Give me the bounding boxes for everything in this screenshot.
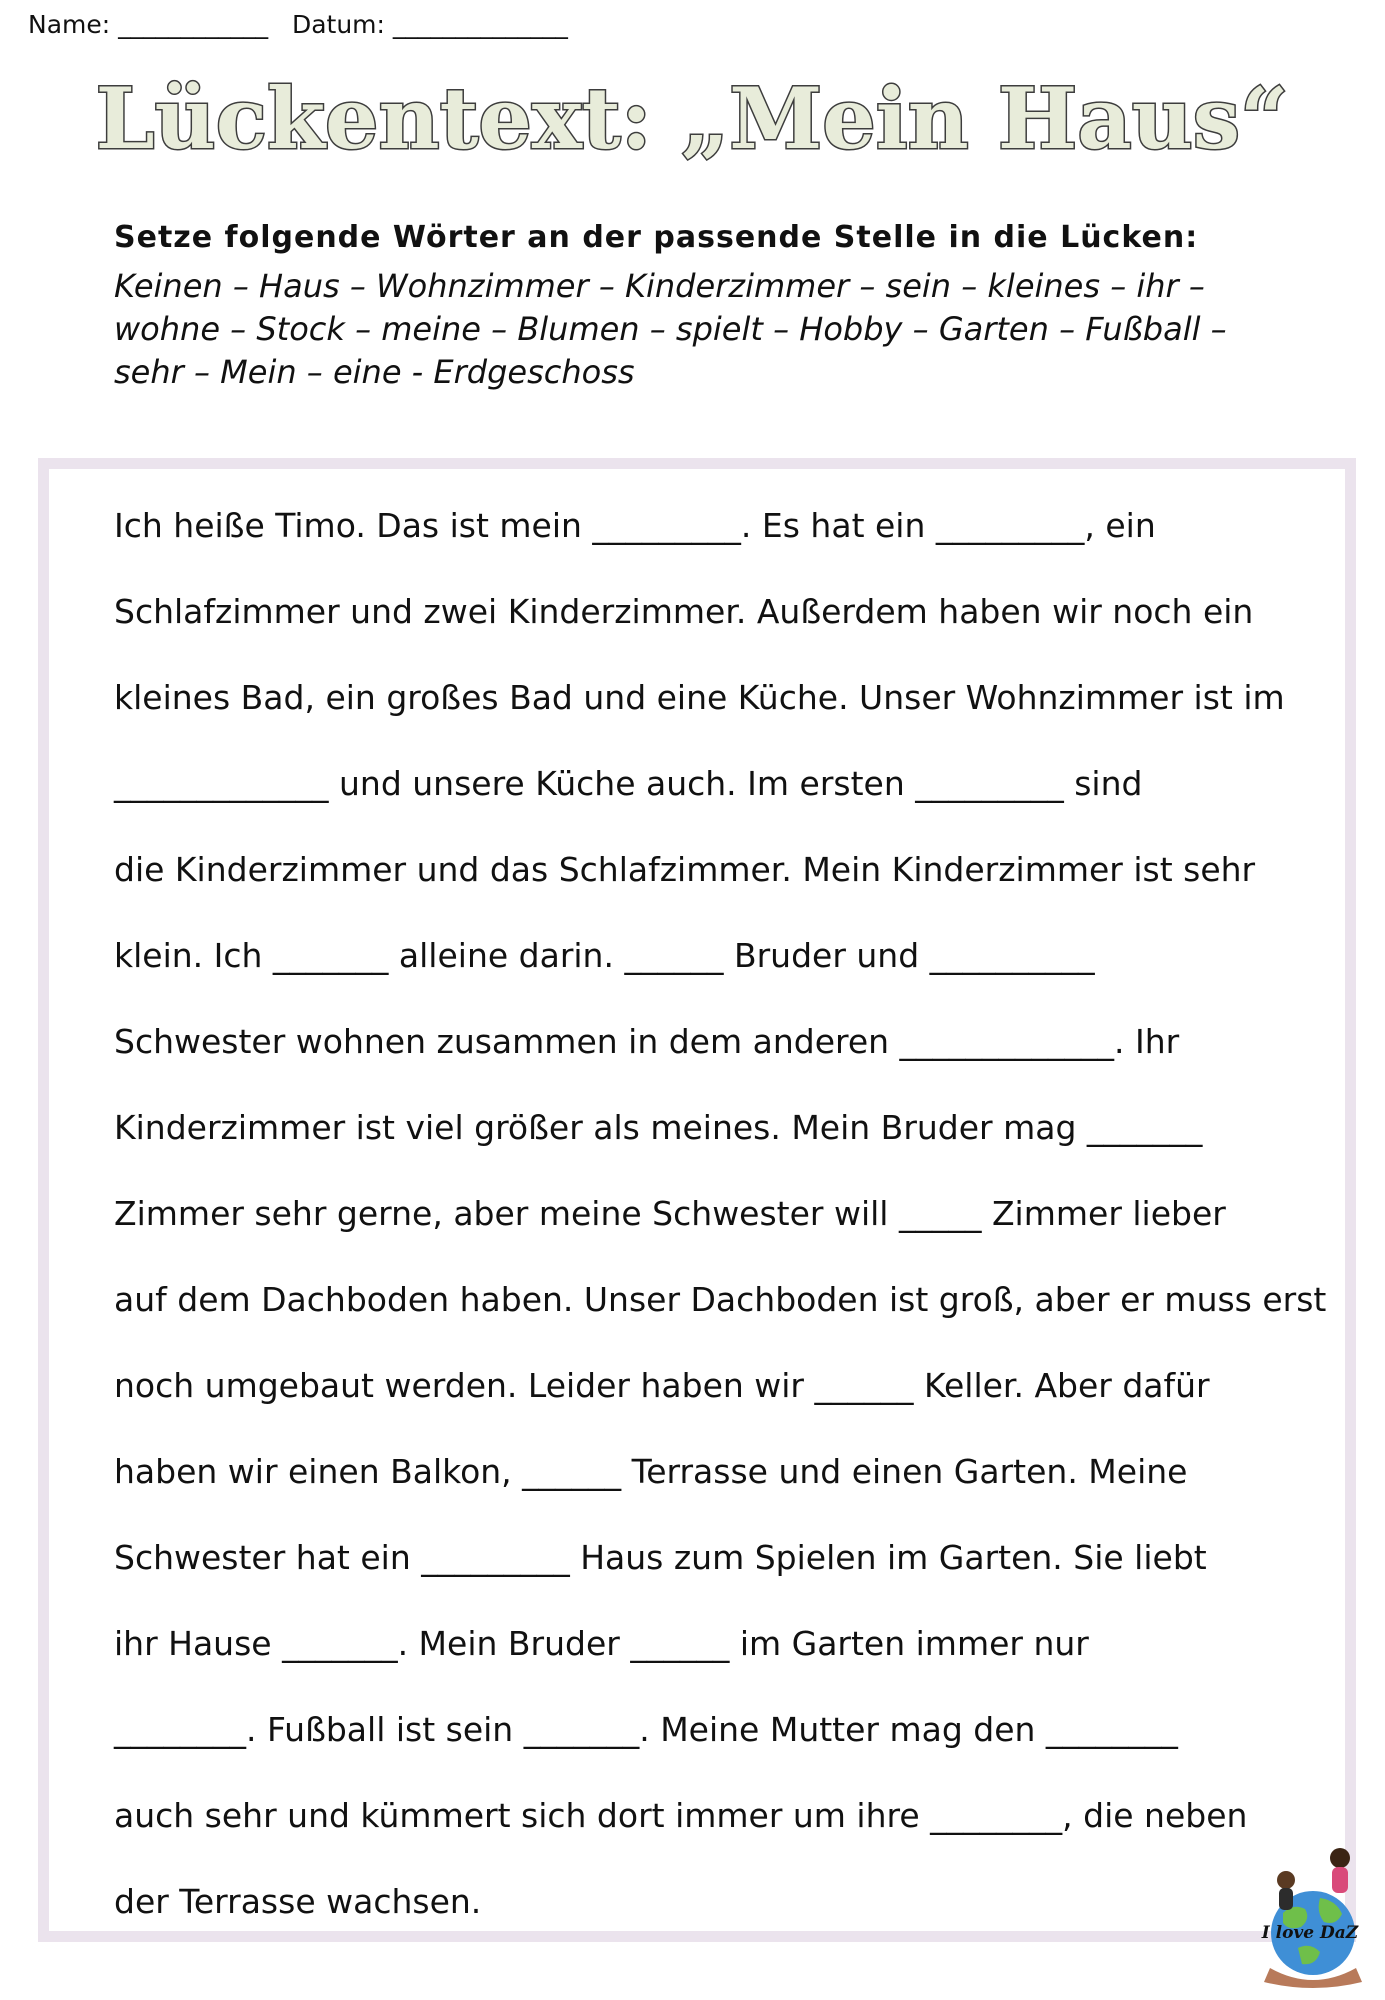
logo-text: I love DaZ bbox=[1261, 1923, 1359, 1943]
gap-text-line: Ich heiße Timo. Das ist mein _________. Es hat ein _________, ein bbox=[114, 506, 1156, 545]
gap-text-line: der Terrasse wachsen. bbox=[114, 1882, 482, 1921]
gap-text-line: Schwester wohnen zusammen in dem anderen _____________. Ihr bbox=[114, 1022, 1180, 1061]
name-field-label: Name: ____________ bbox=[28, 10, 269, 39]
gap-text bbox=[114, 498, 1327, 1960]
date-field-label: Datum: ______________ bbox=[291, 10, 568, 39]
gap-text-line: kleines Bad, ein großes Bad und eine Küche. Unser Wohnzimmer ist im bbox=[114, 678, 1285, 717]
gap-text-line: _____________ und unsere Küche auch. Im ersten _________ sind bbox=[114, 764, 1143, 803]
instructions-block bbox=[114, 220, 1274, 394]
gap-text-line: auf dem Dachboden haben. Unser Dachboden ist groß, aber er muss erst bbox=[114, 1280, 1327, 1319]
gap-text-line: Kinderzimmer ist viel größer als meines. Mein Bruder mag _______ bbox=[114, 1108, 1203, 1147]
word-bank-line: wohne – Stock – meine – Blumen – spielt – Hobby – Garten – Fußball – bbox=[114, 310, 1227, 348]
gap-text-line: ________. Fußball ist sein _______. Meine Mutter mag den ________ bbox=[114, 1710, 1178, 1749]
gap-text-line: klein. Ich _______ alleine darin. ______ Bruder und __________ bbox=[114, 936, 1095, 975]
gap-text-line: Schlafzimmer und zwei Kinderzimmer. Außerdem haben wir noch ein bbox=[114, 592, 1254, 631]
gap-text-line: noch umgebaut werden. Leider haben wir ______ Keller. Aber dafür bbox=[114, 1366, 1210, 1405]
worksheet-title bbox=[0, 60, 1385, 170]
gap-text-line: haben wir einen Balkon, ______ Terrasse und einen Garten. Meine bbox=[114, 1452, 1188, 1491]
title-text: Lückentext: „Mein Haus“ bbox=[95, 69, 1289, 168]
gap-text-line: die Kinderzimmer und das Schlafzimmer. Mein Kinderzimmer ist sehr bbox=[114, 850, 1256, 889]
word-bank bbox=[114, 265, 1274, 394]
word-bank-line: Keinen – Haus – Wohnzimmer – Kinderzimmer – sein – kleines – ihr – bbox=[114, 267, 1205, 305]
name-date-header bbox=[28, 10, 568, 39]
gap-text-line: Zimmer sehr gerne, aber meine Schwester will _____ Zimmer lieber bbox=[114, 1194, 1226, 1233]
gap-text-line: auch sehr und kümmert sich dort immer um ihre ________, die neben bbox=[114, 1796, 1248, 1835]
globe-with-children-icon bbox=[1248, 1838, 1378, 1988]
i-love-daz-logo bbox=[1248, 1838, 1378, 1988]
gap-text-line: ihr Hause _______. Mein Bruder ______ im Garten immer nur bbox=[114, 1624, 1089, 1663]
word-bank-line: sehr – Mein – eine - Erdgeschoss bbox=[114, 353, 635, 391]
instructions-heading: Setze folgende Wörter an der passende Stelle in die Lücken: bbox=[114, 220, 1199, 255]
gap-text-line: Schwester hat ein _________ Haus zum Spielen im Garten. Sie liebt bbox=[114, 1538, 1207, 1577]
